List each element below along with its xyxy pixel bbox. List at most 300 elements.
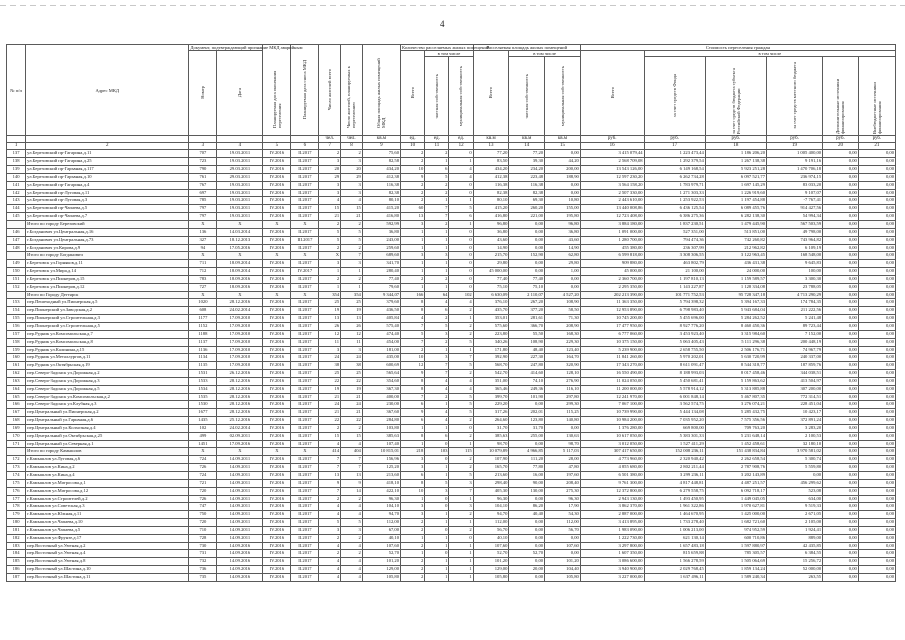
cell-rooms-municipal: 0 xyxy=(449,228,473,236)
cell-row-number: 156 xyxy=(7,322,26,330)
cell-rooms-total: 1 xyxy=(401,236,425,244)
cell-rooms-municipal: 0 xyxy=(449,534,473,542)
cell-area-total: 6 630,09 xyxy=(473,291,509,299)
cell-cost-fund: 6 149 168,54 xyxy=(644,166,705,174)
table-row xyxy=(7,424,896,432)
cell-area-total: 317,26 xyxy=(473,409,509,417)
cell-cost-region-budget: 742 260,82 xyxy=(705,236,766,244)
cell-address: Итого по городу Березовский xyxy=(26,221,189,229)
cell-cost-region-budget: 600 710,86 xyxy=(705,534,766,542)
cell-row-number: 146 xyxy=(7,228,26,236)
cell-residents-planned: 24 xyxy=(341,354,363,362)
cell-rooms-private: 1 xyxy=(425,542,449,550)
cell-doc-date: 29.03.2011 xyxy=(217,173,263,181)
cell-total-area: 418,10 xyxy=(362,479,400,487)
cell-planned-relocation: IV.2016 xyxy=(263,472,291,480)
cell-doc-number: 797 xyxy=(189,213,217,221)
cell-address: ул.Березовский пр-Луговая,д.11 xyxy=(26,189,189,197)
header-cost-including: в том числе xyxy=(644,51,895,57)
cell-rooms-total: 10 xyxy=(401,354,425,362)
cell-planned-demolition: II.2017 xyxy=(291,173,319,181)
cell-cost-total: 16 550 490,00 xyxy=(580,370,644,378)
cell-cost-offbudget: 0,00 xyxy=(858,189,895,197)
cell-total-area: 101,20 xyxy=(362,558,400,566)
cell-residents: 2 xyxy=(319,275,341,283)
cell-cost-offbudget: 0,00 xyxy=(858,495,895,503)
cell-cost-region-budget: 7 575 356,56 xyxy=(705,417,766,425)
cell-address: пер.Пионерский ул.Заводская,д.2 xyxy=(26,307,189,315)
cell-address: пер.Северо-Задонск ул.Дорожная,д.5 xyxy=(26,385,189,393)
cell-rooms-private: 3 xyxy=(425,252,449,260)
cell-cost-extra-sources: 0,00 xyxy=(823,401,859,409)
cell-area-total: 215,70 xyxy=(473,252,509,260)
cell-planned-relocation: IV.2016 xyxy=(263,370,291,378)
cell-planned-demolition: II.2017 xyxy=(291,487,319,495)
cell-area-private: 234,20 xyxy=(509,166,545,174)
cell-address: г.Камышлов ул.Строителей,д.2 xyxy=(26,495,189,503)
cell-residents: 7 xyxy=(319,456,341,464)
cell-residents: 3 xyxy=(319,181,341,189)
cell-cost-extra-sources: 0,00 xyxy=(823,519,859,527)
cell-total-area: 405,84 xyxy=(362,315,400,323)
cell-area-private: 55,50 xyxy=(509,330,545,338)
cell-cost-offbudget: 0,00 xyxy=(858,393,895,401)
cell-residents-planned: 21 xyxy=(341,409,363,417)
cell-rooms-private: 1 xyxy=(425,464,449,472)
cell-cost-local-budget: 372 891,24 xyxy=(767,417,823,425)
cell-area-private: 260,20 xyxy=(509,205,545,213)
cell-address: г.Камышлов ул.Кина,д.2 xyxy=(26,464,189,472)
cell-area-municipal: 276,90 xyxy=(545,377,581,385)
cell-total-area: 125,20 xyxy=(362,464,400,472)
cell-area-municipal: 155,00 xyxy=(545,205,581,213)
cell-rooms-municipal: 1 xyxy=(449,550,473,558)
cell-row-number: 173 xyxy=(7,464,26,472)
cell-cost-region-budget: 1 697 145,29 xyxy=(705,181,766,189)
cell-planned-demolition: II.2017 xyxy=(291,377,319,385)
unit-cell: кв.м xyxy=(545,136,581,143)
cell-rooms-municipal: 2 xyxy=(449,307,473,315)
cell-doc-date: 17.09.2016 xyxy=(217,440,263,448)
cell-rooms-municipal: 5 xyxy=(449,205,473,213)
cell-cost-extra-sources: 0,00 xyxy=(823,315,859,323)
cell-planned-demolition: II.2017 xyxy=(291,503,319,511)
cell-area-total: 165,70 xyxy=(473,464,509,472)
cell-cost-local-budget: 914 427,56 xyxy=(767,205,823,213)
table-row xyxy=(7,550,896,558)
cell-residents-planned: 9 xyxy=(341,479,363,487)
cell-area-total: 434,20 xyxy=(473,166,509,174)
cell-total-area: 243,00 xyxy=(362,236,400,244)
cell-cost-fund: 1 637 496,11 xyxy=(644,573,705,581)
cell-cost-total: 3 012 050,00 xyxy=(580,440,644,448)
cell-cost-fund: 6 386 275,36 xyxy=(644,213,705,221)
cell-doc-number: 1135 xyxy=(189,362,217,370)
cell-planned-demolition: II.2017 xyxy=(291,346,319,354)
cell-residents: 1 xyxy=(319,283,341,291)
cell-address: ул.Березовский пр-Луговая,д.3 xyxy=(26,197,189,205)
cell-rooms-total: 2 xyxy=(401,150,425,158)
cell-planned-relocation: IV.2016 xyxy=(263,181,291,189)
cell-rooms-private: 1 xyxy=(425,346,449,354)
cell-rooms-private: 0 xyxy=(425,440,449,448)
cell-cost-offbudget: 0,00 xyxy=(858,221,895,229)
unit-cell xyxy=(189,136,217,143)
cell-area-municipal: 47,80 xyxy=(545,464,581,472)
cell-row-number: 166 xyxy=(7,401,26,409)
cell-cost-fund: 1 961 322,86 xyxy=(644,503,705,511)
cell-area-private: 111,20 xyxy=(509,456,545,464)
cell-row-number: 160 xyxy=(7,354,26,362)
cell-planned-demolition: II.2017 xyxy=(291,197,319,205)
cell-row-number: 162 xyxy=(7,370,26,378)
cell-cost-fund: 2 658 755,50 xyxy=(644,346,705,354)
cell-doc-number: 1530 xyxy=(189,401,217,409)
cell-residents: 22 xyxy=(319,417,341,425)
cell-cost-region-budget: 8 460 450,36 xyxy=(705,322,766,330)
cell-cost-extra-sources: 0,00 xyxy=(823,299,859,307)
cell-cost-total: 3 413 895,00 xyxy=(580,519,644,527)
cell-doc-number: 707 xyxy=(189,150,217,158)
cell-cost-total: 5 239 900,00 xyxy=(580,346,644,354)
cell-cost-fund: 5 444 134,08 xyxy=(644,409,705,417)
cell-area-private: 0,00 xyxy=(509,236,545,244)
cell-doc-date: 18.09.2016 xyxy=(217,283,263,291)
cell-doc-number: 730 xyxy=(189,542,217,550)
cell-area-total: 405,30 xyxy=(473,487,509,495)
cell-row-number: 158 xyxy=(7,338,26,346)
cell-cost-total: 6 501 380,00 xyxy=(580,472,644,480)
cell-cost-total: 10 745 200,00 xyxy=(580,315,644,323)
cell-address: ул.Березовский пр-Гарьвная,д.10 xyxy=(26,173,189,181)
cell-area-municipal: 0,00 xyxy=(545,283,581,291)
cell-planned-relocation: IV.2016 xyxy=(263,487,291,495)
cell-address: г.Камышлов ул.Матросова,д.12 xyxy=(26,487,189,495)
cell-planned-demolition: II.2017 xyxy=(291,401,319,409)
cell-cost-local-budget: 9 107,07 xyxy=(767,189,823,197)
cell-rooms-municipal: 5 xyxy=(449,409,473,417)
cell-doc-date: 14.09.2011 xyxy=(217,534,263,542)
cell-cost-fund: 1 006 213,00 xyxy=(644,526,705,534)
cell-area-total: 107,90 xyxy=(473,456,509,464)
cell-planned-relocation: IV.2016 xyxy=(263,166,291,174)
cell-cost-offbudget: 0,00 xyxy=(858,315,895,323)
cell-cost-region-budget: 436 431,38 xyxy=(705,260,766,268)
cell-cost-fund: 527 351,00 xyxy=(644,228,705,236)
cell-doc-number: 783 xyxy=(189,275,217,283)
cell-total-area: 75,60 xyxy=(362,150,400,158)
cell-residents-planned: 1 xyxy=(341,268,363,276)
cell-rooms-total: 2 xyxy=(401,275,425,283)
cell-residents-planned: 2 xyxy=(341,244,363,252)
cell-cost-total: 17 477 950,00 xyxy=(580,322,644,330)
cell-cost-extra-sources: 0,00 xyxy=(823,322,859,330)
cell-cost-total: 1 376 280,00 xyxy=(580,424,644,432)
cell-doc-number: X xyxy=(189,448,217,456)
cell-row-number: 157 xyxy=(7,330,26,338)
cell-residents-planned: 2 xyxy=(341,275,363,283)
cell-planned-relocation: IV.2016 xyxy=(263,299,291,307)
cell-row-number: 165 xyxy=(7,393,26,401)
cell-doc-number: 1534 xyxy=(189,385,217,393)
cell-cost-fund: 463 802,79 xyxy=(644,260,705,268)
cell-cost-total: 12 372 800,00 xyxy=(580,487,644,495)
cell-rooms-total: 1 xyxy=(401,228,425,236)
cell-residents-planned: 2 xyxy=(341,221,363,229)
cell-row-number: 142 xyxy=(7,189,26,197)
cell-area-total: 82,38 xyxy=(473,189,509,197)
cell-rooms-municipal: 2 xyxy=(449,322,473,330)
cell-cost-extra-sources: 0,00 xyxy=(823,291,859,299)
cell-area-municipal: 71,30 xyxy=(545,315,581,323)
cell-cost-offbudget: 0,00 xyxy=(858,479,895,487)
cell-planned-relocation: IV.2016 xyxy=(263,236,291,244)
cell-area-private: 377,20 xyxy=(509,307,545,315)
cell-residents: 7 xyxy=(319,464,341,472)
cell-cost-extra-sources: 0,00 xyxy=(823,283,859,291)
cell-area-private: 255,00 xyxy=(509,432,545,440)
cell-doc-number: 711 xyxy=(189,260,217,268)
cell-cost-region-budget: 24 000,00 xyxy=(705,268,766,276)
cell-doc-date: 17.09.2010 xyxy=(217,330,263,338)
cell-row-number: 159 xyxy=(7,346,26,354)
cell-planned-relocation: IV.2016 xyxy=(263,205,291,213)
cell-cost-fund: 6 436 125,54 xyxy=(644,205,705,213)
cell-rooms-private: 103 xyxy=(425,448,449,456)
cell-planned-demolition: II.2017 xyxy=(291,362,319,370)
cell-cost-total: 1 983 090,00 xyxy=(580,526,644,534)
cell-cost-fund: 3 453 923,40 xyxy=(644,330,705,338)
cell-area-private: 152,90 xyxy=(509,252,545,260)
cell-total-area: 434,20 xyxy=(362,166,400,174)
cell-doc-number: 720 xyxy=(189,519,217,527)
cell-cost-extra-sources: 0,00 xyxy=(823,542,859,550)
cell-cost-fund: 5 578 914,12 xyxy=(644,385,705,393)
cell-rooms-total: 218 xyxy=(401,448,425,456)
cell-cost-extra-sources: 0,00 xyxy=(823,268,859,276)
cell-row-number: 180 xyxy=(7,519,26,527)
cell-cost-fund: 1 464 670,95 xyxy=(644,511,705,519)
cell-residents-planned: 7 xyxy=(341,252,363,260)
column-number-cell: 18 xyxy=(705,143,766,150)
cell-planned-relocation: IV.2016 xyxy=(263,189,291,197)
cell-planned-relocation: IV.2016 xyxy=(263,158,291,166)
cell-rooms-total: 3 xyxy=(401,464,425,472)
cell-row-number: 141 xyxy=(7,181,26,189)
cell-row-number: 184 xyxy=(7,550,26,558)
cell-residents-planned: 21 xyxy=(341,213,363,221)
cell-planned-demolition: II.2017 xyxy=(291,511,319,519)
cell-residents: 29 xyxy=(319,173,341,181)
cell-doc-date: X xyxy=(217,221,263,229)
table-row xyxy=(7,189,896,197)
cell-area-municipal: 0,00 xyxy=(545,424,581,432)
cell-rooms-private: 1 xyxy=(425,519,449,527)
cell-doc-date: 14.09.2011 xyxy=(217,479,263,487)
cell-residents-planned: 13 xyxy=(341,315,363,323)
cell-planned-relocation: IV.2016 xyxy=(263,566,291,574)
cell-rooms-total: 12 xyxy=(401,362,425,370)
table-row xyxy=(7,173,896,181)
cell-residents: 19 xyxy=(319,307,341,315)
cell-row-number xyxy=(7,221,26,229)
cell-doc-number: 102 xyxy=(189,424,217,432)
cell-doc-date: 14.09.2011 xyxy=(217,511,263,519)
cell-rooms-total: 7 xyxy=(401,393,425,401)
cell-address: пер.Северо-Задонск ул.Клубная,д.3 xyxy=(26,401,189,409)
cell-rooms-municipal: 1 xyxy=(449,315,473,323)
cell-row-number: 164 xyxy=(7,385,26,393)
cell-cost-region-budget: 3 276 074,21 xyxy=(705,401,766,409)
cell-cost-local-budget: 456 299,62 xyxy=(767,479,823,487)
cell-residents: 354 xyxy=(319,291,341,299)
cell-doc-date: 19.03.2011 xyxy=(217,158,263,166)
unit-cell: чел. xyxy=(341,136,363,143)
cell-cost-extra-sources: 0,00 xyxy=(823,464,859,472)
cell-planned-relocation: IV.2016 xyxy=(263,244,291,252)
cell-rooms-total: 2 xyxy=(401,181,425,189)
column-number-cell: 7 xyxy=(319,143,341,150)
cell-total-area: 105,80 xyxy=(362,573,400,581)
cell-address: пер.Восточный ул.Уютная,д.2 xyxy=(26,542,189,550)
cell-cost-fund: 7 035 952,20 xyxy=(644,417,705,425)
cell-cost-total: 9 761 300,00 xyxy=(580,479,644,487)
cell-cost-region-budget: 3 122 963,45 xyxy=(705,252,766,260)
cell-cost-extra-sources: 0,00 xyxy=(823,550,859,558)
cell-rooms-private: 3 xyxy=(425,330,449,338)
cell-area-total: 353,01 xyxy=(473,315,509,323)
cell-residents: 12 xyxy=(319,330,341,338)
cell-area-total: 298,40 xyxy=(473,479,509,487)
cell-cost-local-budget: 3 970 581,02 xyxy=(767,448,823,456)
cell-address: Итого по городу Камышлов xyxy=(26,448,189,456)
cell-doc-number: 785 xyxy=(189,197,217,205)
cell-cost-total: 3 564 158,20 xyxy=(580,181,644,189)
cell-address: пер.Рудник ул.Калинина,д.15 xyxy=(26,346,189,354)
cell-address: ул.Березовский пр-Гагарина,д.11 xyxy=(26,150,189,158)
cell-cost-fund: 21 100,00 xyxy=(644,268,705,276)
cell-cost-fund: 794 474,36 xyxy=(644,236,705,244)
cell-cost-offbudget: 0,00 xyxy=(858,322,895,330)
table-row xyxy=(7,299,896,307)
cell-cost-offbudget: 0,00 xyxy=(858,197,895,205)
cell-cost-fund: 2 029 768,45 xyxy=(644,566,705,574)
cell-area-private: 4 966,85 xyxy=(509,448,545,456)
cell-rooms-total: 5 xyxy=(401,330,425,338)
cell-rooms-total: 9 xyxy=(401,173,425,181)
cell-address: г.Березовск ул.Горняков,д.11 xyxy=(26,260,189,268)
cell-row-number: 145 xyxy=(7,213,26,221)
cell-doc-date: 28.12.2016 xyxy=(217,377,263,385)
cell-cost-region-budget: 5 284 262,52 xyxy=(705,315,766,323)
cell-cost-region-budget: 8 544 318,77 xyxy=(705,362,766,370)
cell-planned-relocation: IV.2016 xyxy=(263,362,291,370)
cell-residents-planned: 7 xyxy=(341,464,363,472)
table-row xyxy=(7,213,896,221)
cell-planned-demolition: II.2017 xyxy=(291,385,319,393)
header-rooms-including: в том числе xyxy=(425,51,473,57)
cell-doc-number: 1020 xyxy=(189,299,217,307)
cell-residents: X xyxy=(319,252,341,260)
cell-planned-demolition: II.2017 xyxy=(291,189,319,197)
cell-planned-demolition: II.2017 xyxy=(291,213,319,221)
cell-area-municipal: 320,90 xyxy=(545,362,581,370)
cell-address: пер.Центральный ул.Гарьвная,д.6 xyxy=(26,417,189,425)
cell-rooms-municipal: 0 xyxy=(449,150,473,158)
cell-residents-planned: 19 xyxy=(341,307,363,315)
cell-doc-date: 14.09.2011 xyxy=(217,456,263,464)
cell-area-municipal: 0,00 xyxy=(545,550,581,558)
cell-cost-offbudget: 0,00 xyxy=(858,150,895,158)
cell-cost-offbudget: 0,00 xyxy=(858,401,895,409)
cell-area-municipal: 44,20 xyxy=(545,158,581,166)
cell-area-private: 249,36 xyxy=(509,385,545,393)
cell-doc-date: 02.09.2011 xyxy=(217,432,263,440)
unit-cell: кв.м xyxy=(509,136,545,143)
cell-cost-fund: 815 659,88 xyxy=(644,550,705,558)
cell-residents: 38 xyxy=(319,362,341,370)
cell-doc-date: X xyxy=(217,291,263,299)
cell-doc-number: 728 xyxy=(189,534,217,542)
cell-area-total: 56,70 xyxy=(473,526,509,534)
cell-residents-planned: 4 xyxy=(341,566,363,574)
cell-cost-region-budget: 1 589 240,34 xyxy=(705,573,766,581)
cell-cost-region-budget: 1 159 589,57 xyxy=(705,275,766,283)
cell-total-area: 689,60 xyxy=(362,252,400,260)
cell-row-number xyxy=(7,291,26,299)
cell-rooms-municipal: 0 xyxy=(449,275,473,283)
cell-cost-total: 17 343 270,00 xyxy=(580,362,644,370)
cell-planned-demolition: II.2017 xyxy=(291,228,319,236)
cell-residents: 5 xyxy=(319,228,341,236)
cell-cost-total: 7 067 100,00 xyxy=(580,401,644,409)
cell-rooms-private: 1 xyxy=(425,244,449,252)
cell-row-number: 154 xyxy=(7,307,26,315)
cell-doc-number: 732 xyxy=(189,558,217,566)
header-doc-number: Номер xyxy=(189,51,217,136)
cell-rooms-municipal: 0 xyxy=(449,236,473,244)
cell-total-area: 104,10 xyxy=(362,503,400,511)
cell-rooms-total: 3 xyxy=(401,221,425,229)
subtotal-row xyxy=(7,252,896,260)
cell-cost-total: 307 417 650,00 xyxy=(580,448,644,456)
cell-area-total: 223,80 xyxy=(473,330,509,338)
cell-cost-region-budget: 6 092 718,17 xyxy=(705,487,766,495)
cell-doc-number: 1531 xyxy=(189,370,217,378)
cell-cost-region-budget: 5 467 807,35 xyxy=(705,393,766,401)
cell-cost-region-budget: 1 226 919,60 xyxy=(705,189,766,197)
cell-area-municipal: 1,00 xyxy=(545,268,581,276)
cell-residents-planned: 25 xyxy=(341,299,363,307)
cell-planned-demolition: II.2017 xyxy=(291,158,319,166)
cell-rooms-total: 1 xyxy=(401,260,425,268)
cell-doc-date: 17.09.2010 xyxy=(217,346,263,354)
cell-cost-offbudget: 0,00 xyxy=(858,330,895,338)
cell-area-private: 0,00 xyxy=(509,221,545,229)
cell-planned-relocation: IV.2016 xyxy=(263,315,291,323)
cell-cost-extra-sources: 0,00 xyxy=(823,487,859,495)
cell-rooms-total: 8 xyxy=(401,479,425,487)
cell-rooms-private: 4 xyxy=(425,385,449,393)
cell-residents: 24 xyxy=(319,401,341,409)
cell-planned-demolition: II.2017 xyxy=(291,440,319,448)
table-row xyxy=(7,330,896,338)
cell-rooms-private: 2 xyxy=(425,150,449,158)
cell-cost-offbudget: 0,00 xyxy=(858,181,895,189)
cell-cost-region-budget: 5 159 863,62 xyxy=(705,377,766,385)
cell-address: пер.Центральный ул.Колхозная,д.4 xyxy=(26,424,189,432)
cell-cost-local-budget: 187 859,76 xyxy=(767,362,823,370)
